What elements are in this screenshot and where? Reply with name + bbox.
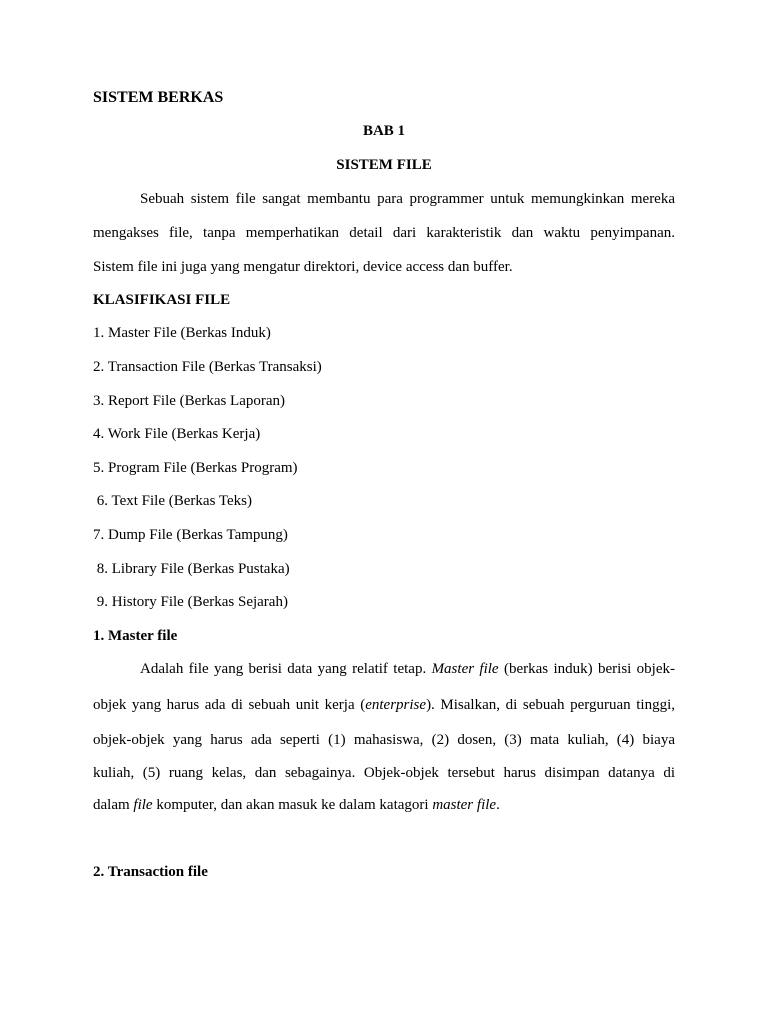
text-span: objek yang harus ada di sebuah unit kerja ( bbox=[93, 697, 366, 713]
paragraph-line: kuliah, (5) ruang kelas, dan sebagainya. Objek-objek tersebut harus disimpan datanya di bbox=[93, 765, 675, 781]
paragraph-line bbox=[93, 696, 675, 714]
chapter-label: BAB 1 bbox=[362, 123, 406, 139]
list-item: 6. Text File (Berkas Teks) bbox=[93, 493, 252, 509]
intro-line-2: mengakses file, tanpa memperhatikan detail dari karakteristik dan waktu penyimpanan. bbox=[93, 225, 675, 241]
text-span: komputer, dan akan masuk ke dalam katagori bbox=[152, 797, 433, 813]
paragraph-line bbox=[140, 660, 675, 678]
list-item: 4. Work File (Berkas Kerja) bbox=[93, 426, 261, 442]
emphasis-text: Master file bbox=[431, 661, 499, 677]
list-item: 3. Report File (Berkas Laporan) bbox=[93, 393, 286, 409]
list-item: 1. Master File (Berkas Induk) bbox=[93, 325, 271, 341]
classification-heading: KLASIFIKASI FILE bbox=[93, 292, 231, 308]
emphasis-text: file bbox=[133, 797, 153, 813]
intro-line-3: Sistem file ini juga yang mengatur direktori, device access dan buffer. bbox=[93, 259, 513, 275]
text-span: (berkas induk) berisi objek- bbox=[498, 661, 676, 677]
emphasis-text: enterprise bbox=[365, 697, 427, 713]
paragraph-line: objek-objek yang harus ada seperti (1) mahasiswa, (2) dosen, (3) mata kuliah, (4) biaya bbox=[93, 732, 675, 748]
emphasis-text: master file bbox=[432, 797, 497, 813]
paragraph-line bbox=[93, 796, 500, 814]
chapter-title: SISTEM FILE bbox=[336, 157, 432, 173]
text-span: Adalah file yang berisi data yang relatif tetap. bbox=[140, 661, 432, 677]
text-span: ). Misalkan, di sebuah perguruan tinggi, bbox=[426, 697, 675, 713]
document-heading: SISTEM BERKAS bbox=[93, 89, 224, 106]
list-item: 2. Transaction File (Berkas Transaksi) bbox=[93, 359, 322, 375]
text-span: dalam bbox=[93, 797, 134, 813]
list-item: 8. Library File (Berkas Pustaka) bbox=[93, 561, 290, 577]
transaction-file-heading: 2. Transaction file bbox=[93, 864, 208, 880]
text-span: . bbox=[496, 797, 500, 813]
master-file-heading: 1. Master file bbox=[93, 628, 178, 644]
list-item: 7. Dump File (Berkas Tampung) bbox=[93, 527, 288, 543]
list-item: 5. Program File (Berkas Program) bbox=[93, 460, 298, 476]
intro-line-1: Sebuah sistem file sangat membantu para programmer untuk memungkinkan mereka bbox=[140, 191, 675, 207]
list-item: 9. History File (Berkas Sejarah) bbox=[93, 594, 288, 610]
